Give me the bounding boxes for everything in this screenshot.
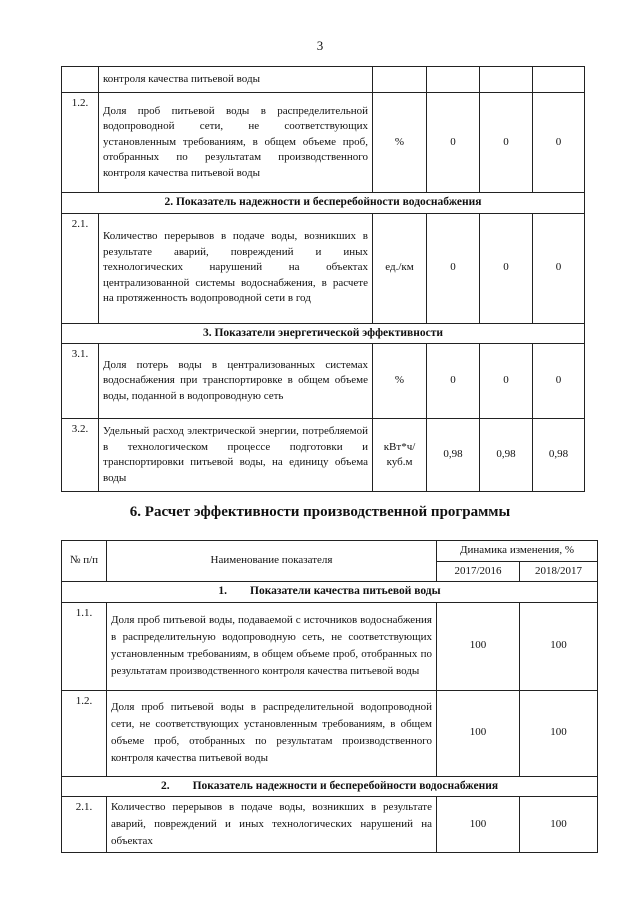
row-number: [62, 67, 99, 93]
indicator-name: Количество перерывов в подаче воды, возникших в результате аварий, повреждений и иных технологических нарушений на объектах централизованной системы водоснабжения, в расчете на протяженность водопроводной сети в год: [99, 213, 373, 323]
indicator-name: Доля проб питьевой воды в распределительной водопроводной сети, не соответствующих установленным требованиям, в общем объеме проб, отобранных по результатам производственного контроля качества питьевой воды: [99, 93, 373, 193]
row-number: 2.1.: [62, 797, 107, 853]
table-row: [62, 213, 585, 323]
row-number: 3.1.: [62, 344, 99, 419]
section-heading: 3. Показатели энергетической эффективности: [62, 323, 585, 344]
indicator-name: Удельный расход электрической энергии, потребляемой в технологическом процессе подготовки и транспортировки питьевой воды, на единицу объема воды: [99, 419, 373, 492]
row-number: 1.2.: [62, 93, 99, 193]
value-cell: 0: [533, 344, 585, 419]
indicator-name: контроля качества питьевой воды: [99, 67, 373, 93]
section-row: [62, 776, 598, 797]
table-row: [62, 67, 585, 93]
header-dynamics: Динамика изменения, %: [437, 541, 598, 562]
value-cell: 0: [427, 344, 480, 419]
indicator-name: Количество перерывов в подаче воды, возникших в результате аварий, повреждений и иных технологических нарушений на объектах: [107, 797, 437, 853]
value-cell: 0: [427, 213, 480, 323]
value-cell: 0: [480, 213, 533, 323]
value-cell: 100: [520, 602, 598, 690]
header-name: Наименование показателя: [107, 541, 437, 582]
indicator-name: Доля потерь воды в централизованных системах водоснабжения при транспортировке в общем объеме воды, поданной в водопроводную сеть: [99, 344, 373, 419]
value-cell: 0: [480, 344, 533, 419]
section-row: [62, 323, 585, 344]
value-cell: 100: [437, 602, 520, 690]
section-heading: 2. Показатель надежности и бесперебойности водоснабжения: [62, 776, 598, 797]
value-cell: 0,98: [533, 419, 585, 492]
value-cell: 0,98: [480, 419, 533, 492]
header-period: 2017/2016: [437, 561, 520, 582]
unit: ед./км: [373, 213, 427, 323]
indicator-name: Доля проб питьевой воды, подаваемой с источников водоснабжения в распределительную водопроводную сеть, не соответствующих установленным требованиям, в общем объеме проб, отобранных по результатам производственного контроля качества питьевой воды: [107, 602, 437, 690]
section-heading: 1. Показатели качества питьевой воды: [62, 582, 598, 603]
section-row: [62, 193, 585, 214]
table-row: [62, 344, 585, 419]
table-row: [62, 93, 585, 193]
section-row: [62, 582, 598, 603]
header-row: [62, 541, 598, 562]
section-heading: 2. Показатель надежности и бесперебойности водоснабжения: [62, 193, 585, 214]
unit: %: [373, 93, 427, 193]
table-row: [62, 690, 598, 776]
value-cell: 0: [427, 93, 480, 193]
row-number: 1.2.: [62, 690, 107, 776]
efficiency-table: [61, 540, 598, 853]
value-cell: 100: [437, 797, 520, 853]
row-number: 3.2.: [62, 419, 99, 492]
table-row: [62, 797, 598, 853]
indicators-table: [61, 66, 585, 492]
value-cell: 0: [480, 93, 533, 193]
header-num: № п/п: [62, 541, 107, 582]
header-period: 2018/2017: [520, 561, 598, 582]
indicator-name: Доля проб питьевой воды в распределительной водопроводной сети, не соответствующих установленным требованиям, в общем объеме проб, отобранных по результатам производственного контроля качества питьевой воды: [107, 690, 437, 776]
table-row: [62, 602, 598, 690]
value-cell: 100: [520, 690, 598, 776]
value-cell: 0,98: [427, 419, 480, 492]
page-number: 3: [316, 38, 324, 53]
value-cell: 100: [520, 797, 598, 853]
value-cell: 0: [533, 93, 585, 193]
row-number: 2.1.: [62, 213, 99, 323]
value-cell: 0: [533, 213, 585, 323]
unit: %: [373, 344, 427, 419]
value-cell: 100: [437, 690, 520, 776]
section-title: 6. Расчет эффективности производственной программы: [129, 504, 511, 520]
row-number: 1.1.: [62, 602, 107, 690]
table-row: [62, 419, 585, 492]
unit: кВт*ч/ куб.м: [373, 419, 427, 492]
